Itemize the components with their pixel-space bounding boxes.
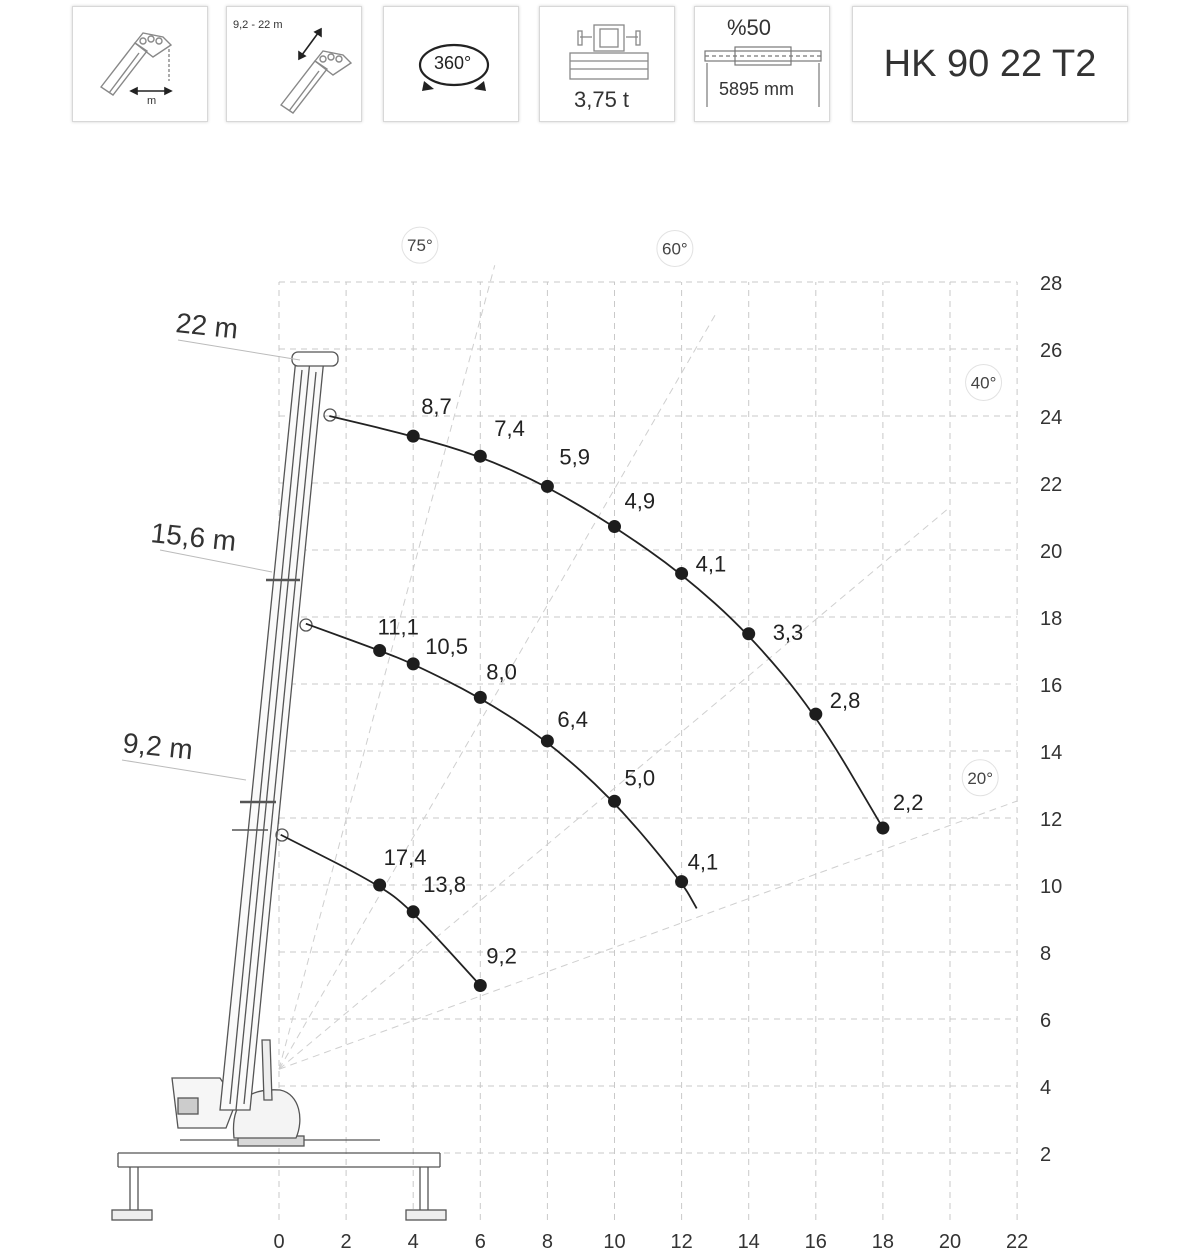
load-point	[373, 644, 386, 657]
load-point	[407, 657, 420, 670]
model-name: HK 90 22 T2	[883, 43, 1097, 85]
angle-label: 40°	[970, 373, 997, 393]
load-point	[876, 822, 889, 835]
y-tick-label: 20	[1040, 541, 1063, 563]
load-value-label: 2,2	[892, 790, 924, 816]
boom-length-label: 22 m	[174, 307, 240, 345]
load-point	[675, 567, 688, 580]
y-tick-label: 8	[1040, 943, 1052, 965]
x-tick-label: 16	[804, 1231, 827, 1253]
load-value-label: 10,5	[425, 633, 469, 659]
load-points	[373, 430, 889, 992]
load-point	[474, 979, 487, 992]
angle-label: 20°	[967, 768, 994, 788]
y-tick-label: 4	[1040, 1077, 1052, 1099]
load-value-label: 2,8	[829, 688, 861, 714]
load-value-label: 11,1	[377, 614, 419, 640]
load-value-label: 6,4	[557, 706, 588, 732]
load-curve	[281, 835, 481, 986]
load-point	[809, 708, 822, 721]
load-value-label: 4,1	[695, 551, 727, 577]
load-point	[373, 879, 386, 892]
load-point	[675, 875, 688, 888]
height-range-label: 9,2 - 22 m	[233, 19, 283, 31]
load-curves	[281, 416, 883, 986]
angle-label: 75°	[407, 236, 433, 256]
chart-grid	[279, 282, 1017, 1220]
rotation-label: 360°	[434, 53, 472, 73]
load-point	[407, 905, 420, 918]
x-tick-label: 4	[407, 1231, 419, 1253]
outrigger-percent-label: %50	[727, 15, 772, 40]
load-point	[541, 480, 554, 493]
load-point	[742, 627, 755, 640]
boom-length-label: 15,6 m	[149, 517, 238, 557]
y-tick-label: 26	[1040, 340, 1063, 362]
x-tick-label: 22	[1005, 1231, 1029, 1253]
load-point	[407, 430, 420, 443]
load-value-label: 8,7	[421, 394, 452, 420]
load-value-label: 5,0	[624, 765, 656, 791]
y-tick-label: 24	[1040, 407, 1063, 429]
x-tick-label: 2	[340, 1231, 352, 1253]
boom-leader-line	[178, 340, 300, 360]
load-value-label: 4,1	[687, 849, 719, 875]
outrigger-width-label: 5895 mm	[719, 79, 795, 99]
load-value-label: 13,8	[423, 871, 467, 897]
load-value-label: 9,2	[486, 943, 517, 969]
y-tick-label: 2	[1040, 1144, 1052, 1166]
load-point	[541, 734, 554, 747]
x-tick-label: 6	[474, 1231, 486, 1253]
y-tick-label: 16	[1040, 675, 1063, 697]
load-value-label: 7,4	[494, 416, 525, 442]
y-tick-label: 6	[1040, 1010, 1052, 1032]
y-tick-label: 14	[1040, 742, 1063, 764]
load-point	[608, 795, 621, 808]
angle-lines	[279, 227, 1017, 1069]
load-point	[474, 450, 487, 463]
load-value-label: 5,9	[559, 444, 590, 470]
x-tick-label: 8	[541, 1231, 553, 1253]
load-value-label: 4,9	[624, 488, 656, 514]
x-tick-label: 18	[871, 1231, 895, 1253]
angle-label: 60°	[662, 239, 688, 259]
y-tick-label: 10	[1040, 876, 1063, 898]
y-tick-label: 28	[1040, 273, 1063, 295]
load-value-label: 3,3	[772, 619, 804, 645]
y-tick-label: 22	[1040, 474, 1063, 496]
x-tick-label: 20	[938, 1231, 962, 1253]
x-tick-label: 0	[273, 1231, 285, 1253]
load-point	[608, 520, 621, 533]
y-tick-label: 12	[1040, 809, 1063, 831]
load-value-label: 8,0	[486, 659, 517, 685]
load-value-label: 17,4	[383, 845, 427, 870]
x-tick-label: 10	[603, 1231, 626, 1253]
x-tick-label: 12	[670, 1231, 693, 1253]
load-labels	[378, 394, 924, 968]
axis-labels	[273, 273, 1062, 1253]
angle-line	[279, 509, 947, 1069]
boom-length-label: 9,2 m	[121, 727, 195, 766]
x-tick-label: 14	[737, 1231, 760, 1253]
capacity-label: 3,75 t	[574, 87, 630, 112]
load-point	[474, 691, 487, 704]
outreach-unit-label: m	[147, 95, 157, 107]
y-tick-label: 18	[1040, 608, 1063, 630]
